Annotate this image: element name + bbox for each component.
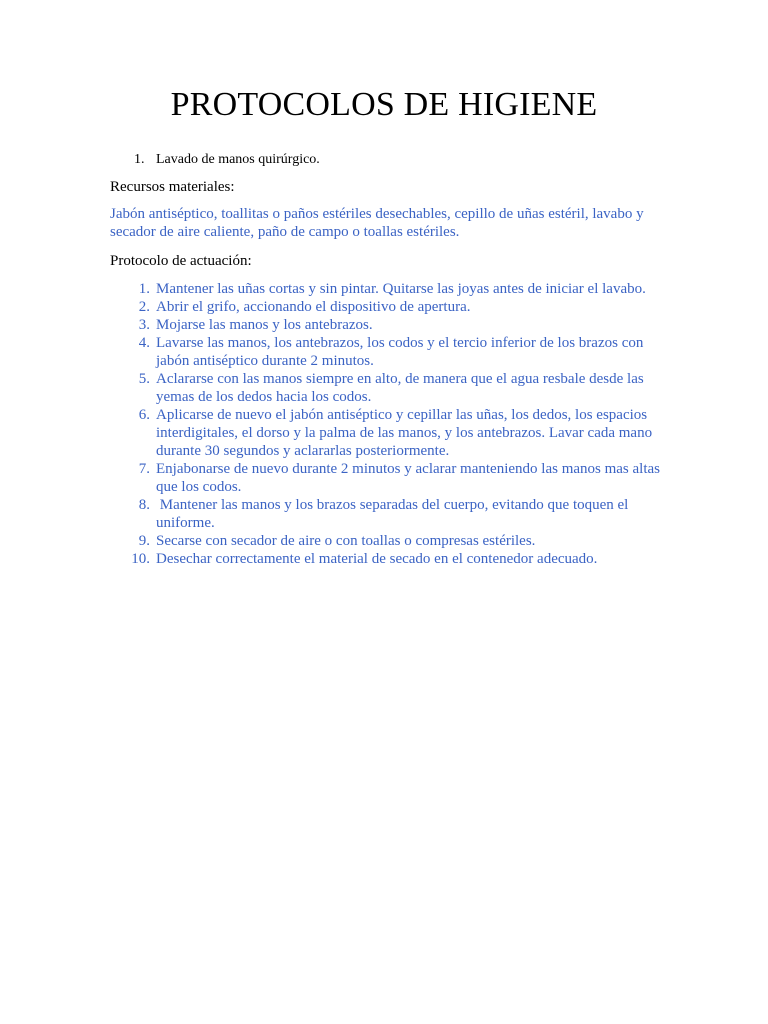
step-text: Lavarse las manos, los antebrazos, los codos y el tercio inferior de los brazos con jabón antiséptico durante 2 minutos. [156,335,644,369]
step-text: Secarse con secador de aire o con toallas o compresas estériles. [156,533,536,549]
step-number: 1. [138,281,150,297]
step-text: Abrir el grifo, accionando el dispositivo de apertura. [156,299,471,315]
step-number: 2. [138,299,150,315]
protocol-step [110,334,670,370]
step-number: 4. [138,335,150,351]
step-text: Enjabonarse de nuevo durante 2 minutos y aclarar manteniendo las manos mas altas que los codos. [156,461,661,495]
page-title: PROTOCOLOS DE HIGIENE [170,86,598,123]
protocol-step [110,298,670,316]
step-text: Desechar correctamente el material de secado en el contenedor adecuado. [156,551,598,567]
section-label: Lavado de manos quirúrgico. [156,152,320,167]
protocol-step [110,316,670,334]
protocol-step [110,550,670,568]
step-number: 9. [138,533,150,549]
step-number: 6. [138,407,150,423]
section-item [134,151,320,169]
resources-text: Jabón antiséptico, toallitas o paños estériles desechables, cepillo de uñas estéril, lavabo y secador de aire caliente, paño de campo o toallas estériles. [110,206,644,240]
protocol-steps-list [110,280,670,568]
step-text: Aclararse con las manos siempre en alto, de manera que el agua resbale desde las yemas de los dedos hacia los codos. [156,371,644,405]
protocol-step [110,370,670,406]
step-text: Mantener las manos y los brazos separadas del cuerpo, evitando que toquen el uniforme. [156,497,633,531]
resources-heading: Recursos materiales: [110,179,235,195]
step-number: 3. [138,317,150,333]
section-list [134,151,320,169]
protocol-step [110,280,670,298]
protocol-step [110,406,670,460]
step-number: 7. [138,461,150,477]
step-text: Aplicarse de nuevo el jabón antiséptico y cepillar las uñas, los dedos, los espacios interdigitales, el dorso y la palma de las manos, y los antebrazos. Lavar cada mano durante 30 segundos y aclararlas posteriormente. [156,407,653,459]
section-number: 1. [134,152,145,167]
step-number: 5. [138,371,150,387]
protocol-step [110,496,670,532]
protocol-step [110,460,670,496]
protocol-step [110,532,670,550]
step-text: Mantener las uñas cortas y sin pintar. Quitarse las joyas antes de iniciar el lavabo. [156,281,646,297]
step-text: Mojarse las manos y los antebrazos. [156,317,373,333]
step-number: 8. [138,497,150,513]
protocol-heading: Protocolo de actuación: [110,253,252,269]
step-number: 10. [131,551,150,567]
